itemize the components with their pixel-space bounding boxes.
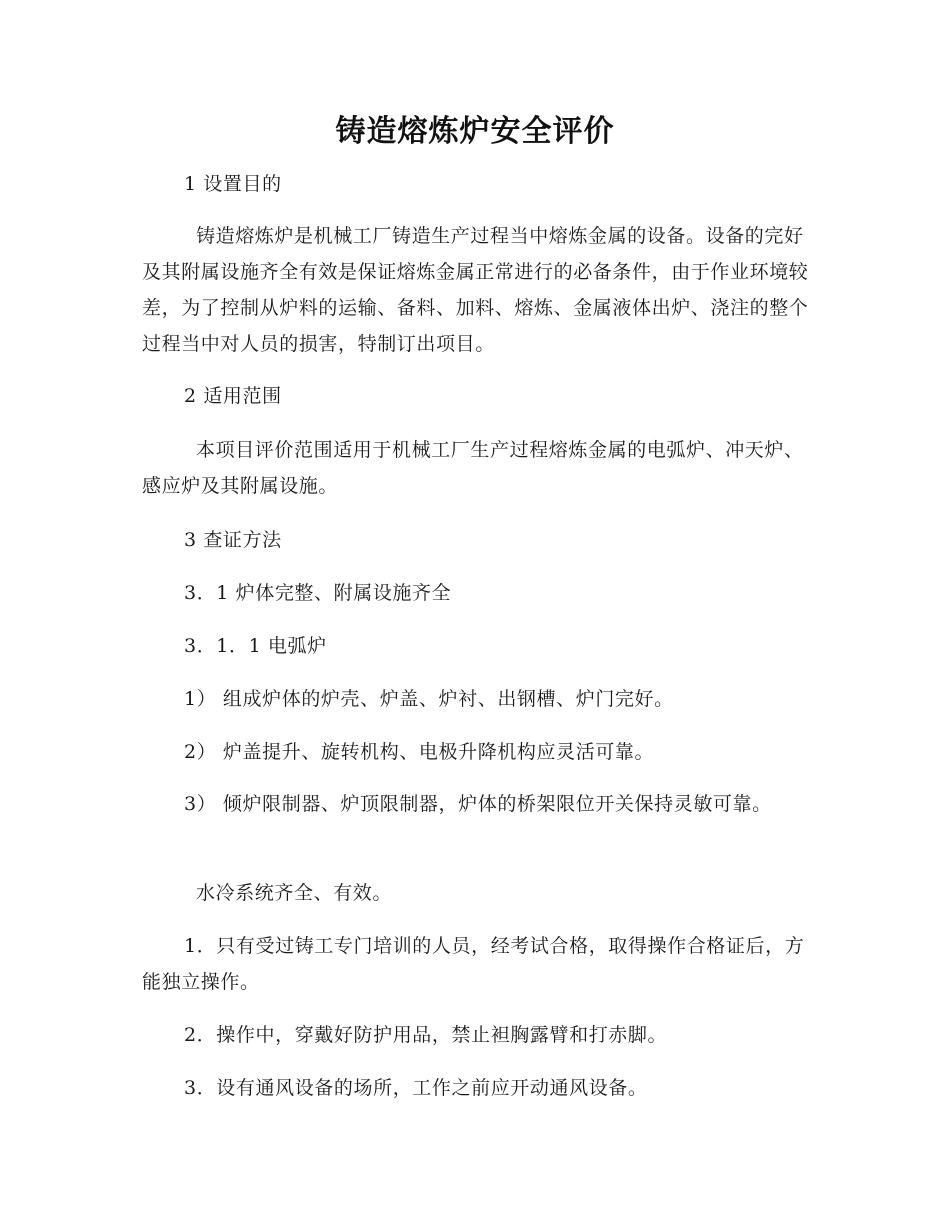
list-item-1: 1） 组成炉体的炉壳、炉盖、炉衬、出钢槽、炉门完好。 [184,688,674,710]
list-item-3: 3） 倾炉限制器、炉顶限制器，炉体的桥架限位开关保持灵敏可靠。 [184,793,772,815]
paragraph-water-cooling: 水冷系统齐全、有效。 [196,882,393,904]
section-heading-scope: 2 适用范围 [184,385,282,407]
subsection-heading-arc-furnace: 3．1．1 电弧炉 [184,635,327,657]
section-heading-purpose: 1 设置目的 [184,173,282,195]
subsection-heading-furnace: 3．1 炉体完整、附属设施齐全 [184,582,452,604]
list-item-2: 2） 炉盖提升、旋转机构、电极升降机构应灵活可靠。 [184,741,655,763]
rule-item-1: 1．只有受过铸工专门培训的人员，经考试合格，取得操作合格证后，方能独立操作。 [142,935,805,993]
paragraph-purpose-body: 铸造熔炼炉是机械工厂铸造生产过程当中熔炼金属的设备。设备的完好及其附属设施齐全有效是保证熔炼金属正常进行的必备条件，由于作业环境较差，为了控制从炉料的运输、备料、加料、熔炼、金属液体出炉、浇注的整个过程当中对人员的损害，特制订出项目。 [142,225,809,355]
document-title: 铸造熔炼炉安全评价 [335,114,615,149]
rule-item-3: 3．设有通风设备的场所，工作之前应开动通风设备。 [184,1077,648,1099]
paragraph-scope-body: 本项目评价范围适用于机械工厂生产过程熔炼金属的电弧炉、冲天炉、感应炉及其附属设施。 [142,439,804,497]
rule-item-2: 2．操作中，穿戴好防护用品，禁止袒胸露臂和打赤脚。 [184,1024,668,1046]
section-heading-method: 3 查证方法 [184,529,282,551]
